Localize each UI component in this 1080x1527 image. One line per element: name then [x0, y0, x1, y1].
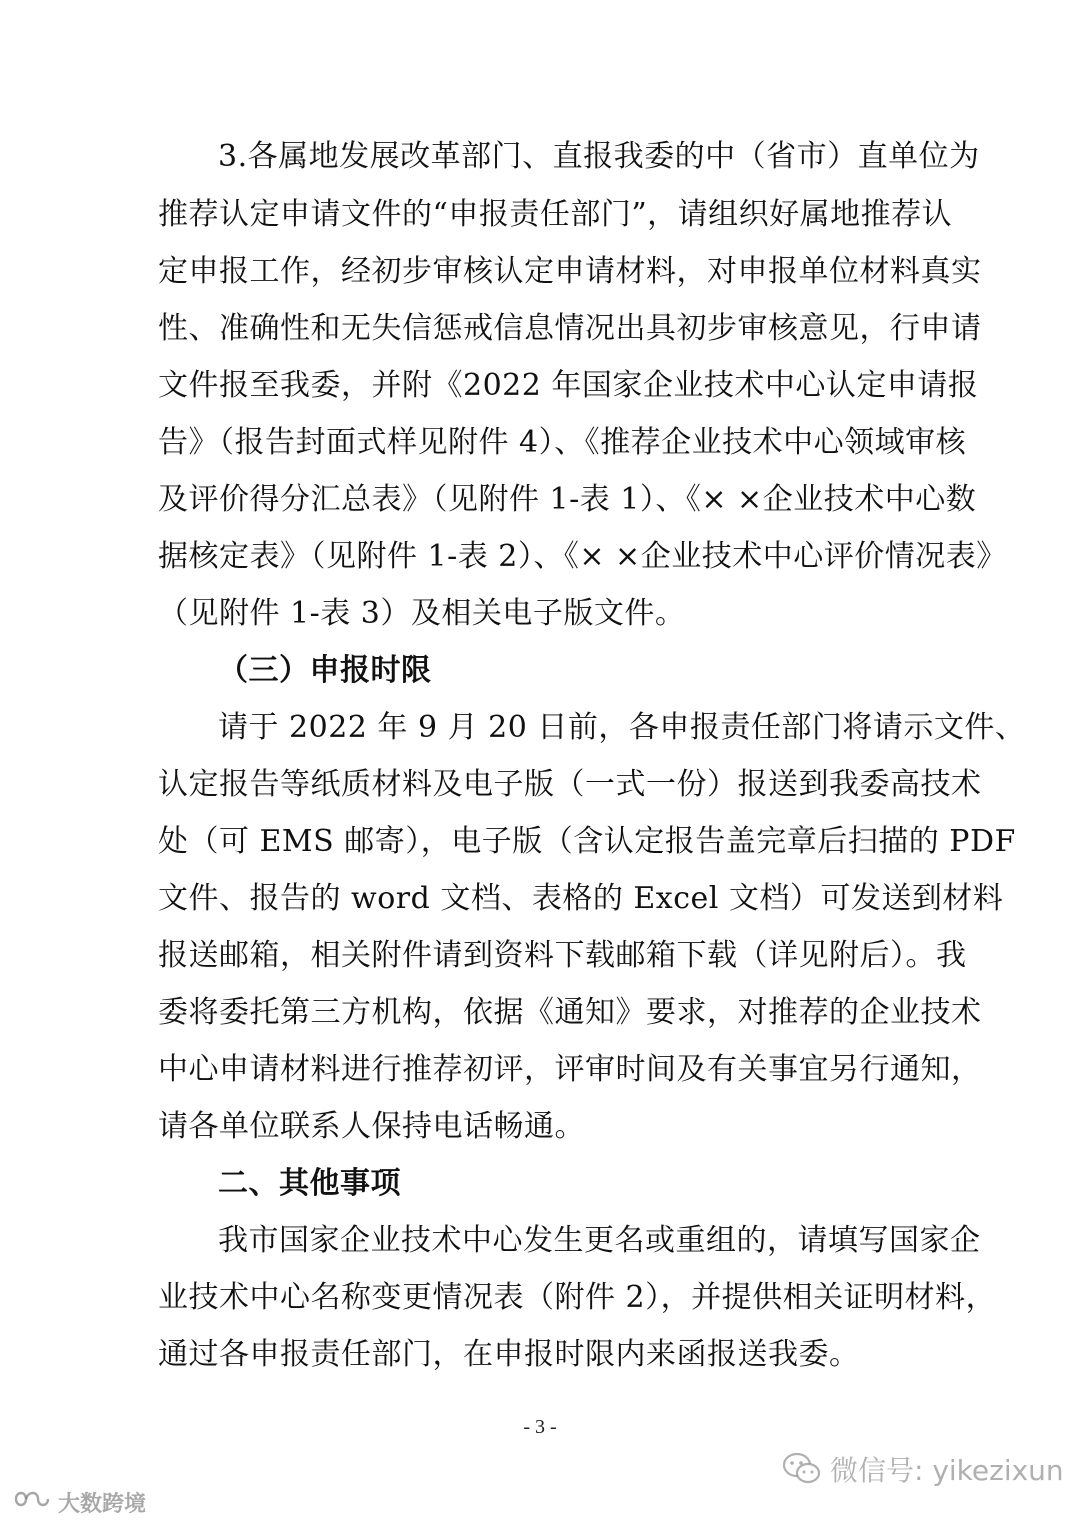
paragraph-line: （见附件 1-表 3）及相关电子版文件。: [158, 596, 686, 631]
paragraph-line: 认定报告等纸质材料及电子版（一式一份）报送到我委高技术: [158, 767, 982, 802]
paragraph-line: 委将委托第三方机构，依据《通知》要求，对推荐的企业技术: [158, 995, 982, 1030]
paragraph-line: 告》（报告封面式样见附件 4）、《推荐企业技术中心领域审核: [158, 425, 967, 460]
brand-logo-icon: [12, 1487, 52, 1517]
paragraph-line: 中心申请材料进行推荐初评，评审时间及有关事宜另行通知，: [158, 1052, 982, 1087]
wechat-icon: [782, 1452, 822, 1486]
wechat-watermark: [782, 1449, 1064, 1489]
paragraph-line: 推荐认定申请文件的“申报责任部门”，请组织好属地推荐认: [158, 197, 953, 232]
brand-name: 大数跨境: [58, 1491, 147, 1517]
paragraph-line: 据核定表》（见附件 1-表 2）、《× ×企业技术中心评价情况表》: [158, 539, 1007, 574]
page-number: - 3 -: [523, 1416, 557, 1438]
paragraph-line: 业技术中心名称变更情况表（附件 2），并提供相关证明材料，: [158, 1280, 997, 1315]
paragraph-line: 性、准确性和无失信惩戒信息情况出具初步审核意见，行申请: [158, 311, 982, 346]
paragraph-line: 文件、报告的 word 文档、表格的 Excel 文档）可发送到材料: [158, 881, 1004, 916]
paragraph-line: 请各单位联系人保持电话畅通。: [158, 1109, 585, 1144]
wechat-id-text: 微信号: yikezixun: [830, 1454, 1064, 1487]
paragraph-line: 请于 2022 年 9 月 20 日前，各申报责任部门将请示文件、: [218, 710, 1026, 745]
paragraph-line: 我市国家企业技术中心发生更名或重组的，请填写国家企: [218, 1223, 981, 1258]
brand-watermark: [12, 1486, 146, 1518]
paragraph-line: 通过各申报责任部门，在申报时限内来函报送我委。: [158, 1337, 860, 1372]
paragraph-line: 文件报至我委，并附《2022 年国家企业技术中心认定申请报: [158, 368, 979, 403]
paragraph-line: 定申报工作，经初步审核认定申请材料，对申报单位材料真实: [158, 254, 982, 289]
section-heading: （三）申报时限: [218, 653, 432, 688]
paragraph-line: 及评价得分汇总表》（见附件 1-表 1）、《× ×企业技术中心数: [158, 482, 977, 517]
paragraph-line: 3.各属地发展改革部门、直报我委的中（省市）直单位为: [218, 139, 980, 174]
paragraph-line: 处（可 EMS 邮寄），电子版（含认定报告盖完章后扫描的 PDF: [158, 824, 1016, 859]
paragraph-line: 报送邮箱，相关附件请到资料下载邮箱下载（详见附后）。我: [158, 938, 967, 973]
section-heading: 二、其他事项: [218, 1166, 401, 1201]
